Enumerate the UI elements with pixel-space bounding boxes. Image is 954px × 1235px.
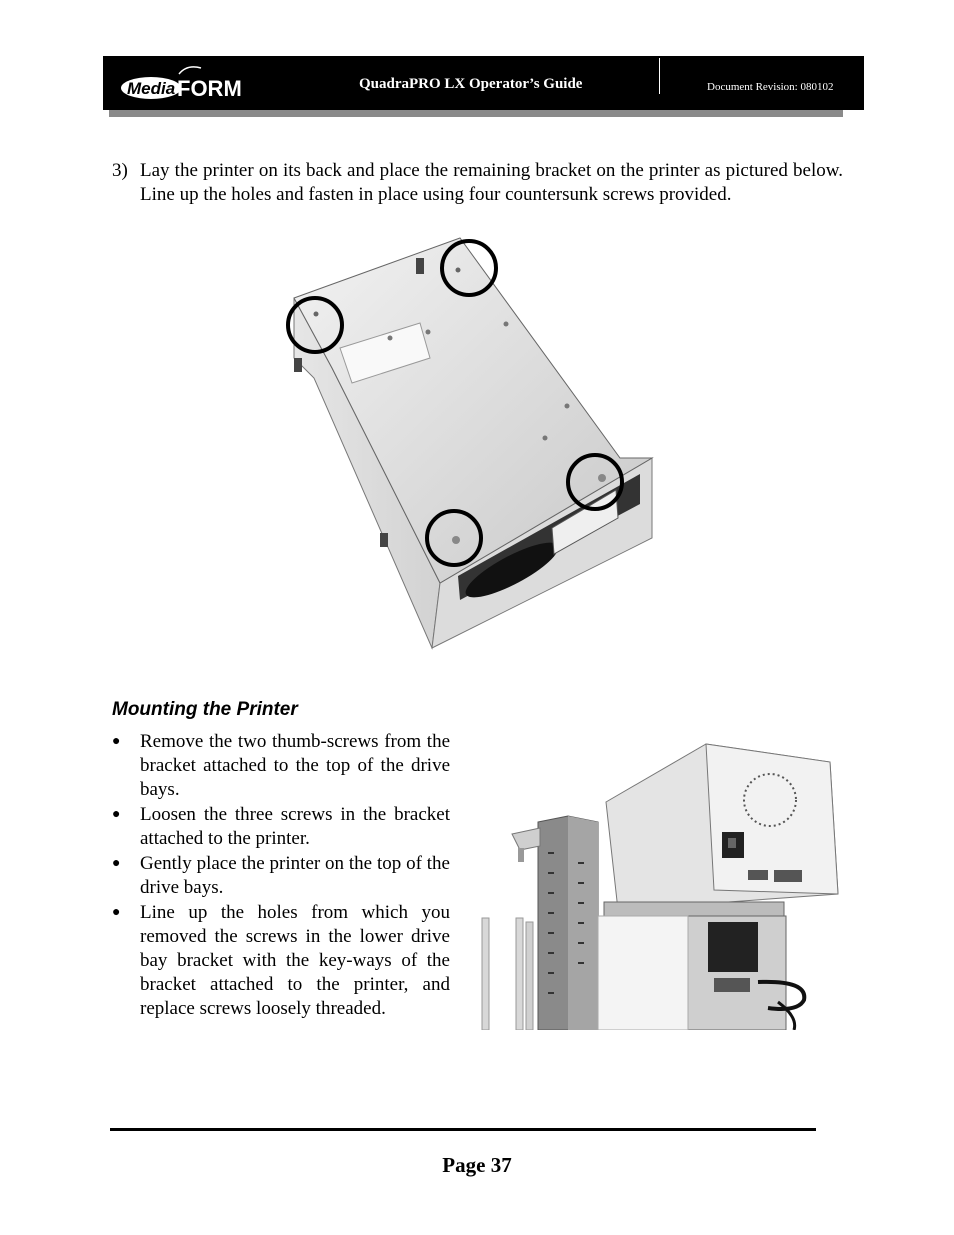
document-revision: Document Revision: 080102	[707, 81, 834, 93]
list-item	[112, 803, 450, 851]
list-item-text: Line up the holes from which you removed the screws in the lower drive bay bracket with the key-ways of the bracket attached to the printer, and replace screws loosely threaded.	[140, 902, 450, 1019]
list-item	[112, 852, 450, 900]
list-item	[112, 901, 450, 1021]
bullet-icon: ●	[112, 807, 121, 822]
printer-mounted-photo	[478, 742, 840, 1030]
printer-bracket-photo	[280, 228, 660, 650]
list-item	[112, 730, 450, 802]
bullet-icon: ●	[112, 734, 121, 749]
logo-media-text: Media	[127, 79, 176, 98]
step-number: 3)	[112, 160, 128, 181]
logo-form-text: FORM	[177, 76, 242, 101]
instruction-list	[112, 730, 450, 1022]
page-number: Page 37	[442, 1153, 512, 1177]
document-title: QuadraPRO LX Operator’s Guide	[359, 76, 583, 92]
bullet-icon: ●	[112, 905, 121, 920]
list-item-text: Loosen the three screws in the bracket attached to the printer.	[140, 804, 450, 849]
list-item-text: Remove the two thumb-screws from the bracket attached to the top of the drive bays.	[140, 731, 450, 800]
section-heading: Mounting the Printer	[112, 699, 298, 720]
step-text: Lay the printer on its back and place the remaining bracket on the printer as pictured below. Line up the holes and fasten in place using four countersunk screws provided.	[140, 160, 843, 205]
page-header	[103, 56, 864, 110]
mediaform-logo	[117, 62, 257, 106]
list-item-text: Gently place the printer on the top of the drive bays.	[140, 853, 450, 898]
header-divider	[659, 58, 660, 94]
footer-rule	[110, 1128, 816, 1131]
bullet-icon: ●	[112, 856, 121, 871]
header-shadow-bar	[109, 110, 843, 117]
